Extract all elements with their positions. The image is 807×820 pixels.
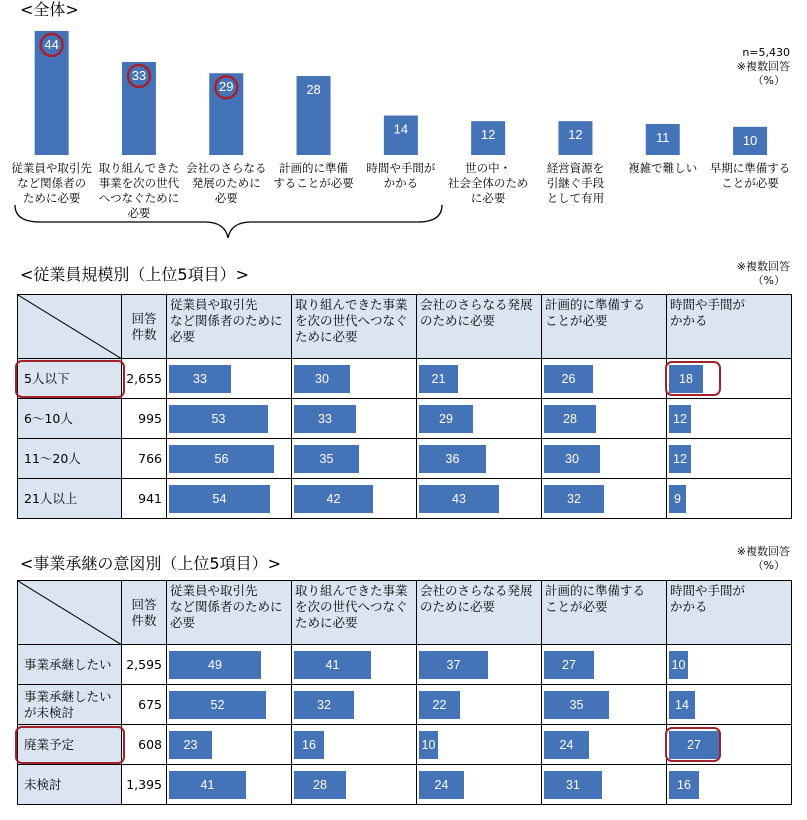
- table-corner-cell: [18, 581, 122, 645]
- table-bar: 31: [544, 771, 602, 799]
- bar-cell: [542, 359, 667, 399]
- bar-cell: [667, 359, 792, 399]
- highlight-frame: [665, 361, 721, 396]
- bar-cell: [542, 765, 667, 805]
- bar-cell: [167, 359, 292, 399]
- overall-bar-value-label: 14: [393, 121, 409, 137]
- overall-category-label: 計画的に準備することが必要: [273, 161, 354, 190]
- bar-cell: [417, 685, 542, 725]
- bar-cell: [292, 685, 417, 725]
- table-bar: 52: [169, 691, 266, 719]
- table-bar: 28: [544, 405, 596, 433]
- bar-cell: [542, 439, 667, 479]
- table-bar: 26: [544, 365, 593, 393]
- overall-bar-value-label: 10: [742, 132, 758, 148]
- table-bar: 22: [419, 691, 460, 719]
- table-bar: 10: [669, 651, 688, 679]
- bar-cell: [292, 479, 417, 519]
- bar-cell: [667, 765, 792, 805]
- table-bar: 43: [419, 485, 499, 513]
- size-unit-note: （%）: [752, 274, 785, 287]
- overall-category-label: 取り組んできた事業を次の世代へつなぐために必要: [98, 161, 180, 220]
- table-bar: 16: [669, 771, 699, 799]
- bar-cell: [542, 645, 667, 685]
- count-column-header: 回答 件数: [122, 295, 167, 359]
- table-bar: 30: [294, 365, 350, 393]
- bar-cell: [542, 399, 667, 439]
- count-column-header: 回答 件数: [122, 581, 167, 645]
- table-bar: 14: [669, 691, 695, 719]
- row-count: 675: [122, 685, 167, 725]
- table-bar: 27: [544, 651, 594, 679]
- bar-cell: [667, 685, 792, 725]
- bar-cell: [417, 479, 542, 519]
- table-bar: 29: [419, 405, 473, 433]
- overall-category-label: 会社のさらなる発展のために必要: [186, 161, 267, 205]
- overall-bar-chart: [0, 0, 807, 260]
- column-header: 従業員や取引先 など関係者のために 必要: [167, 581, 292, 645]
- table-bar: 36: [419, 445, 486, 473]
- bar-cell: [667, 725, 792, 765]
- table-bar: 18: [669, 365, 703, 393]
- bar-cell: [292, 439, 417, 479]
- table-bar: 16: [294, 731, 324, 759]
- row-label: 廃業予定: [18, 725, 122, 765]
- table-bar: 41: [169, 771, 246, 799]
- intent-table: [17, 580, 792, 805]
- table-bar: 12: [669, 445, 691, 473]
- table-bar: 41: [294, 651, 371, 679]
- table-bar: 35: [294, 445, 359, 473]
- table-bar: 9: [669, 485, 686, 513]
- table-bar: 27: [669, 731, 719, 759]
- column-header: 会社のさらなる発展 のために必要: [417, 295, 542, 359]
- bar-cell: [167, 399, 292, 439]
- table-bar: 24: [544, 731, 589, 759]
- table-bar: 28: [294, 771, 346, 799]
- bar-cell: [667, 479, 792, 519]
- table-bar: 32: [544, 485, 604, 513]
- intent-table-title: <事業承継の意図別（上位5項目）>: [20, 554, 281, 573]
- table-corner-cell: [18, 295, 122, 359]
- intent-multi-note: ※複数回答: [736, 545, 790, 558]
- bar-cell: [417, 765, 542, 805]
- table-row: [18, 685, 792, 725]
- row-count: 608: [122, 725, 167, 765]
- overall-category-label: 世の中・社会全体のために必要: [447, 161, 529, 205]
- bar-cell: [167, 645, 292, 685]
- row-label: 事業承継したい が未検討: [18, 685, 122, 725]
- overall-category-label: 複雑で難しい: [628, 161, 698, 175]
- row-label: 11～20人: [18, 439, 122, 479]
- table-row: [18, 645, 792, 685]
- bar-cell: [417, 359, 542, 399]
- overall-bar-value-label: 44: [44, 36, 59, 52]
- row-label: 事業承継したい: [18, 645, 122, 685]
- table-row: [18, 439, 792, 479]
- bar-cell: [167, 439, 292, 479]
- table-bar: 10: [419, 731, 438, 759]
- highlight-frame: [665, 727, 721, 762]
- bar-cell: [542, 685, 667, 725]
- row-label: 6～10人: [18, 399, 122, 439]
- size-table: [17, 294, 792, 519]
- overall-bar-value-label: 33: [131, 67, 147, 83]
- column-header: 計画的に準備する ことが必要: [542, 581, 667, 645]
- row-count: 766: [122, 439, 167, 479]
- table-bar: 12: [669, 405, 691, 433]
- size-table-title: <従業員規模別（上位5項目）>: [20, 265, 249, 284]
- bar-cell: [667, 645, 792, 685]
- table-bar: 33: [294, 405, 356, 433]
- table-bar: 32: [294, 691, 354, 719]
- size-multi-note: ※複数回答: [736, 260, 790, 273]
- table-row: [18, 399, 792, 439]
- table-bar: 56: [169, 445, 274, 473]
- row-count: 1,395: [122, 765, 167, 805]
- bar-cell: [542, 725, 667, 765]
- overall-n-note: n=5,430: [742, 46, 790, 59]
- bar-cell: [417, 399, 542, 439]
- bar-cell: [167, 479, 292, 519]
- table-bar: 33: [169, 365, 231, 393]
- overall-bar-value-label: 29: [219, 79, 234, 95]
- row-count: 2,655: [122, 359, 167, 399]
- column-header: 計画的に準備する ことが必要: [542, 295, 667, 359]
- table-row: [18, 725, 792, 765]
- row-label-highlight-frame: [15, 726, 125, 764]
- overall-bar-value-label: 12: [568, 127, 583, 143]
- table-bar: 53: [169, 405, 268, 433]
- overall-category-label: 時間や手間がかかる: [366, 161, 436, 190]
- overall-category-label: 早期に準備することが必要: [709, 161, 791, 190]
- table-bar: 21: [419, 365, 458, 393]
- bar-cell: [292, 725, 417, 765]
- bar-cell: [542, 479, 667, 519]
- overall-category-label: 従業員や取引先など関係者のために必要: [11, 161, 92, 205]
- grouping-brace: [15, 205, 442, 238]
- table-bar: 37: [419, 651, 488, 679]
- overall-unit-note: （%）: [752, 74, 785, 87]
- column-header: 従業員や取引先 など関係者のために 必要: [167, 295, 292, 359]
- table-row: [18, 765, 792, 805]
- overall-bar-value-label: 28: [306, 82, 321, 98]
- overall-multi-note: ※複数回答: [736, 60, 790, 73]
- bar-cell: [292, 399, 417, 439]
- bar-cell: [292, 645, 417, 685]
- table-bar: 54: [169, 485, 270, 513]
- row-label-highlight-frame: [15, 360, 125, 398]
- table-bar: 49: [169, 651, 261, 679]
- overall-bar-value-label: 12: [480, 127, 496, 143]
- bar-cell: [167, 685, 292, 725]
- bar-cell: [167, 725, 292, 765]
- table-row: [18, 359, 792, 399]
- column-header: 取り組んできた事業 を次の世代へつなぐ ために必要: [292, 295, 417, 359]
- intent-unit-note: （%）: [752, 559, 785, 572]
- table-bar: 42: [294, 485, 373, 513]
- bar-cell: [417, 645, 542, 685]
- table-bar: 30: [544, 445, 600, 473]
- bar-cell: [167, 765, 292, 805]
- bar-cell: [417, 439, 542, 479]
- bar-cell: [417, 725, 542, 765]
- bar-cell: [292, 359, 417, 399]
- row-label: 5人以下: [18, 359, 122, 399]
- overall-title: <全体>: [20, 0, 79, 19]
- column-header: 取り組んできた事業 を次の世代へつなぐ ために必要: [292, 581, 417, 645]
- row-count: 995: [122, 399, 167, 439]
- table-bar: 24: [419, 771, 464, 799]
- row-count: 941: [122, 479, 167, 519]
- table-bar: 23: [169, 731, 212, 759]
- bar-cell: [667, 439, 792, 479]
- overall-bar-value-label: 11: [656, 129, 670, 145]
- bar-cell: [667, 399, 792, 439]
- column-header: 時間や手間が かかる: [667, 295, 792, 359]
- column-header: 時間や手間が かかる: [667, 581, 792, 645]
- row-count: 2,595: [122, 645, 167, 685]
- bar-cell: [292, 765, 417, 805]
- table-row: [18, 479, 792, 519]
- column-header: 会社のさらなる発展 のために必要: [417, 581, 542, 645]
- overall-category-label: 経営資源を引継ぐ手段として有用: [546, 161, 605, 205]
- row-label: 21人以上: [18, 479, 122, 519]
- row-label: 未検討: [18, 765, 122, 805]
- table-bar: 35: [544, 691, 609, 719]
